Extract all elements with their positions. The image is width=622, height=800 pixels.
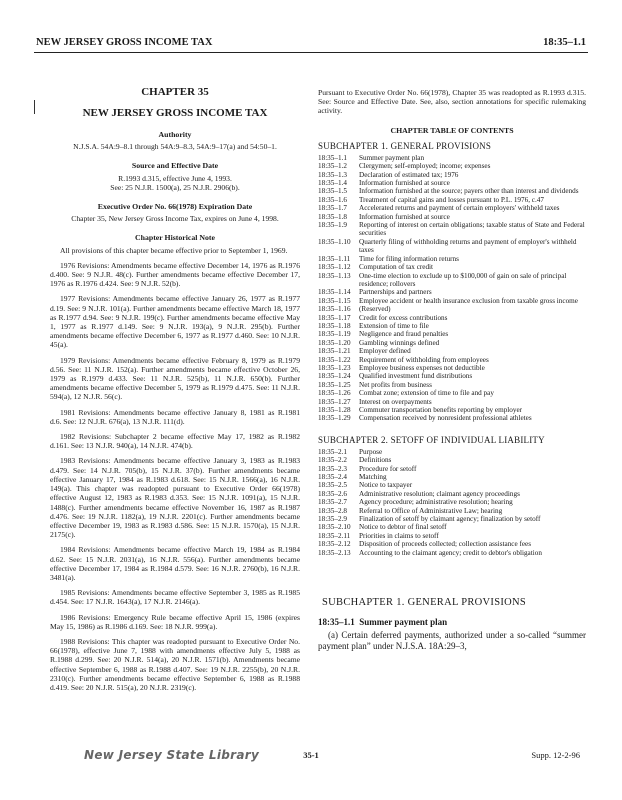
toc-section-title: Notice to taxpayer bbox=[359, 481, 413, 490]
toc-section-title: Agency procedure; administrative resolution; hearing bbox=[359, 498, 513, 507]
margin-mark bbox=[34, 100, 35, 114]
toc-section-number: 18:35–1.22 bbox=[318, 355, 351, 364]
toc-entry bbox=[318, 171, 586, 179]
library-stamp: New Jersey State Library bbox=[84, 748, 260, 762]
section-heading bbox=[318, 617, 586, 628]
toc-section-number: 18:35–1.3 bbox=[318, 170, 347, 179]
toc-entry bbox=[318, 414, 586, 422]
toc-section-title: Administrative resolution; claimant agency proceedings bbox=[359, 489, 520, 498]
historical-note-heading: Chapter Historical Note bbox=[135, 233, 215, 243]
header-section-number: 18:35–1.1 bbox=[543, 37, 586, 48]
toc-section-title: One-time election to exclude up to $100,000 of gain on sale of principal residence; rollovers bbox=[359, 271, 567, 288]
toc-section-title: Information furnished at source bbox=[359, 212, 450, 221]
toc-section-title: Reporting of interest on certain obligations; taxable status of State and Federal securities bbox=[359, 221, 585, 238]
historical-note-paragraph: 1981 Revisions: Amendments became effective January 8, 1981 as R.1981 d.6. See: 12 N.J.R. 676(a), 13 N.J.R. 111(d). bbox=[50, 407, 300, 426]
historical-note-paragraph: 1986 Revisions: Emergency Rule became effective April 15, 1986 (expires May 15, 1986) as R.1986 d.169. See: 18 N.J.R. 999(a). bbox=[50, 612, 300, 631]
toc-section-number: 18:35–1.25 bbox=[318, 380, 351, 389]
toc-section-title: Employee accident or health insurance exclusion from taxable gross income bbox=[359, 296, 578, 305]
toc-section-title: Disposition of proceeds collected; collection assistance fees bbox=[359, 540, 532, 549]
toc-section-number: 18:35–2.8 bbox=[318, 506, 347, 515]
historical-note-paragraph: 1985 Revisions: Amendments became effective September 3, 1985 as R.1985 d.454. See: 17 N.J.R. 1643(a), 17 N.J.R. 2146(a). bbox=[50, 588, 300, 607]
toc-section-number: 18:35–1.1 bbox=[318, 153, 347, 162]
toc-section-number: 18:35–1.28 bbox=[318, 406, 351, 414]
toc-section-title: Partnerships and partners bbox=[359, 288, 432, 297]
toc-section-title: Purpose bbox=[359, 447, 383, 456]
toc-subchapter-2: SUBCHAPTER 2. SETOFF OF INDIVIDUAL LIABILITY bbox=[318, 434, 545, 445]
toc-section-title: Time for filing information returns bbox=[359, 254, 459, 263]
toc-section-title: Computation of tax credit bbox=[359, 263, 434, 272]
toc-subchapter-2-list bbox=[318, 448, 586, 557]
toc-section-title: Compensation received by nonresident professional athletes bbox=[359, 414, 532, 423]
toc-entry bbox=[318, 154, 586, 162]
supplement-date: Supp. 12-2-96 bbox=[531, 750, 580, 760]
toc-entry bbox=[318, 507, 586, 515]
toc-section-title: Credit for excess contributions bbox=[359, 313, 448, 322]
toc-section-number: 18:35–1.17 bbox=[318, 313, 351, 322]
toc-section-number: 18:35–2.13 bbox=[318, 548, 351, 557]
historical-note-paragraph: 1984 Revisions: Amendments became effective March 19, 1984 as R.1984 d.62. See: 15 N.J.R. 2031(a), 16 N.J.R. 556(a). Further amendments became effective December 17, 1984 as R.1984 d.579. See: 16 N.J.R. 2760(b), 16 N.J.R. 3481(a). bbox=[50, 545, 300, 582]
toc-section-title: Interest on overpayments bbox=[359, 397, 432, 406]
toc-entry bbox=[318, 314, 586, 322]
section-number: 18:35–1.1 bbox=[318, 617, 355, 628]
source-line-2: See: 25 N.J.R. 1500(a), 25 N.J.R. 2906(b). bbox=[110, 182, 240, 192]
toc-section-title: Summer payment plan bbox=[359, 153, 425, 162]
page-number: 35-1 bbox=[303, 750, 319, 760]
subchapter-1-heading: SUBCHAPTER 1. GENERAL PROVISIONS bbox=[322, 597, 527, 609]
toc-section-title: Combat zone; extension of time to file and pay bbox=[359, 389, 494, 398]
toc-section-title: Declaration of estimated tax; 1976 bbox=[359, 170, 459, 179]
toc-section-number: 18:35–1.15 bbox=[318, 296, 351, 305]
toc-section-number: 18:35–2.5 bbox=[318, 481, 347, 490]
historical-note-paragraph: 1977 Revisions: Amendments became effective January 26, 1977 as R.1977 d.19. See: 9 N.J.R. 101(a). Further amendments became effective March 18, 1977 as R.1977 d.94. See: 9 N.J.R. 199(c). Further amendments became effective May 1, 1977 as R.1977 d.149. See: 9 N.J.R. 193(a), 9 N.J.R. 295(b). Further amendments became effective December 6, 1977 as R.1977 d.460. See: 10 N.J.R. 45(a). bbox=[50, 294, 300, 350]
historical-note-paragraph: 1983 Revisions: Amendments became effective January 3, 1983 as R.1983 d.479. See: 14 N.J.R. 705(b), 15 N.J.R. 37(b). Further amendments became effective January 17, 1984 as R.1983 d.618. See: 15 N.J.R. 1566(a), 16 N.J.R. 149(a). This chapter was readopted pursuant to Executive Order 66(1978) effective August 12, 1983 as R.1983 d.353. See: 15 N.J.R. 1091(a), 15 N.J.R. 1488(c). Further amendments became effective November 16, 1987 as R.1987 d.476. See: 19 N.J.R. 1182(a), 19 N.J.R. 2201(c). Further amendments became effective December 19, 1983 as R.1983 d.586. See: 15 N.J.R. 1570(a), 15 N.J.R. 2175(c). bbox=[50, 456, 300, 540]
toc-entry bbox=[318, 255, 586, 263]
toc-section-number: 18:35–2.7 bbox=[318, 498, 347, 507]
toc-section-title: Accounting to the claimant agency; credit to debtor's obligation bbox=[359, 548, 542, 557]
toc-section-number: 18:35–2.10 bbox=[318, 523, 351, 532]
toc-section-number: 18:35–1.12 bbox=[318, 263, 351, 272]
toc-entry bbox=[318, 389, 586, 397]
toc-entry bbox=[318, 490, 586, 498]
toc-section-number: 18:35–1.20 bbox=[318, 338, 351, 347]
historical-note-paragraph: All provisions of this chapter became effective prior to September 1, 1969. bbox=[60, 245, 288, 255]
exec-order-text: Chapter 35, New Jersey Gross Income Tax, expires on June 4, 1998. bbox=[71, 214, 279, 224]
toc-section-number: 18:35–1.7 bbox=[318, 204, 347, 213]
toc-entry bbox=[318, 372, 586, 380]
toc-section-number: 18:35–1.6 bbox=[318, 195, 347, 204]
toc-section-number: 18:35–1.10 bbox=[318, 237, 351, 246]
toc-section-number: 18:35–2.4 bbox=[318, 473, 347, 482]
left-column bbox=[50, 86, 300, 698]
toc-section-number: 18:35–1.16 bbox=[318, 305, 351, 314]
toc-entry bbox=[318, 540, 586, 548]
authority-text: N.J.S.A. 54A:9–8.1 through 54A:9–8.3, 54A:9–17(a) and 54:50–1. bbox=[73, 142, 277, 152]
toc-section-title: Referral to Office of Administrative Law; hearing bbox=[359, 506, 503, 515]
toc-section-title: Procedure for setoff bbox=[359, 464, 417, 473]
toc-section-number: 18:35–1.5 bbox=[318, 187, 347, 196]
chapter-number: CHAPTER 35 bbox=[141, 86, 209, 98]
toc-entry bbox=[318, 549, 586, 557]
toc-section-number: 18:35–1.29 bbox=[318, 414, 351, 423]
toc-entry bbox=[318, 406, 586, 414]
header-title: NEW JERSEY GROSS INCOME TAX bbox=[36, 37, 213, 48]
toc-entry bbox=[318, 473, 586, 481]
toc-entry bbox=[318, 347, 586, 355]
toc-entry bbox=[318, 196, 586, 204]
exec-order-heading: Executive Order No. 66(1978) Expiration Date bbox=[97, 202, 253, 212]
toc-section-title: Employee business expenses not deductible bbox=[359, 363, 485, 372]
toc-section-title: Quarterly filing of withholding returns and payment of employer's withheld taxes bbox=[359, 237, 577, 255]
toc-section-number: 18:35–2.9 bbox=[318, 515, 347, 524]
page-footer bbox=[34, 748, 588, 768]
toc-entry bbox=[318, 162, 586, 170]
toc-entry bbox=[318, 356, 586, 364]
toc-entry bbox=[318, 339, 586, 347]
toc-section-title: Information furnished at source bbox=[359, 179, 450, 188]
toc-section-number: 18:35–2.3 bbox=[318, 464, 347, 473]
toc-section-title: Priorities in claims to setoff bbox=[359, 531, 439, 540]
toc-entry bbox=[318, 481, 586, 489]
toc-section-title: Information furnished at the source; payers other than interest and dividends bbox=[359, 187, 579, 196]
historical-note-paragraph: 1976 Revisions: Amendments became effective December 14, 1976 as R.1976 d.400. See: 9 N.J.R. 48(c). Further amendments became effective December 17, 1976 as R.1976 d.424. See: 9 N.J.R. 52(b). bbox=[50, 260, 300, 289]
toc-section-title: Commuter transportation benefits reporting by employer bbox=[359, 406, 523, 414]
toc-section-title: Gambling winnings defined bbox=[359, 338, 440, 347]
toc-section-number: 18:35–2.6 bbox=[318, 489, 347, 498]
toc-section-number: 18:35–1.26 bbox=[318, 389, 351, 398]
historical-note-paragraph: 1982 Revisions: Subchapter 2 became effective May 17, 1982 as R.1982 d.161. See: 13 N.J.R. 940(a), 14 N.J.R. 474(b). bbox=[50, 432, 300, 451]
toc-entry bbox=[318, 364, 586, 372]
toc-section-number: 18:35–1.24 bbox=[318, 372, 351, 381]
toc-entry bbox=[318, 213, 586, 221]
toc-heading: CHAPTER TABLE OF CONTENTS bbox=[390, 125, 514, 135]
toc-section-title: Finalization of setoff by claimant agency; finalization by setoff bbox=[359, 515, 541, 524]
toc-entry bbox=[318, 288, 586, 296]
toc-section-title: Accelerated returns and payment of certain employers' withheld taxes bbox=[359, 204, 560, 213]
readoption-note: Pursuant to Executive Order No. 66(1978), Chapter 35 was readopted as R.1993 d.315. See: Source and Effective Date. See, also, section annotations for specific rulemaking activity. bbox=[318, 88, 586, 116]
toc-entry bbox=[318, 272, 586, 289]
toc-entry bbox=[318, 187, 586, 195]
toc-section-title: Definitions bbox=[359, 456, 392, 465]
toc-section-number: 18:35–1.2 bbox=[318, 162, 347, 171]
toc-section-number: 18:35–1.19 bbox=[318, 330, 351, 339]
toc-section-title: Negligence and fraud penalties bbox=[359, 330, 449, 339]
section-title: Summer payment plan bbox=[359, 617, 448, 628]
toc-section-title: Net profits from business bbox=[359, 380, 432, 389]
toc-section-number: 18:35–2.2 bbox=[318, 456, 347, 465]
toc-entry bbox=[318, 532, 586, 540]
toc-section-number: 18:35–1.23 bbox=[318, 363, 351, 372]
toc-subchapter-1-list bbox=[318, 154, 586, 423]
toc-section-title: Clergymen; self-employed; income; expenses bbox=[359, 162, 491, 171]
toc-section-number: 18:35–1.8 bbox=[318, 212, 347, 221]
toc-entry bbox=[318, 448, 586, 456]
toc-section-number: 18:35–1.11 bbox=[318, 254, 351, 263]
toc-entry bbox=[318, 330, 586, 338]
toc-section-title: Qualified investment fund distributions bbox=[359, 372, 473, 381]
section-body: (a) Certain deferred payments, authorized under a so-called “summer payment plan” under N.J.S.A. 18A:29–3, bbox=[318, 630, 586, 652]
toc-section-title: (Reserved) bbox=[359, 305, 391, 314]
toc-section-number: 18:35–1.9 bbox=[318, 221, 347, 230]
toc-section-number: 18:35–1.4 bbox=[318, 179, 347, 188]
toc-section-number: 18:35–2.1 bbox=[318, 447, 347, 456]
toc-section-number: 18:35–1.18 bbox=[318, 321, 351, 330]
toc-section-title: Notice to debtor of final setoff bbox=[359, 523, 447, 532]
toc-entry bbox=[318, 381, 586, 389]
toc-entry bbox=[318, 204, 586, 212]
source-heading: Source and Effective Date bbox=[131, 161, 219, 171]
toc-section-number: 18:35–2.11 bbox=[318, 531, 351, 540]
toc-entry bbox=[318, 179, 586, 187]
toc-entry bbox=[318, 398, 586, 406]
toc-section-number: 18:35–1.21 bbox=[318, 347, 351, 356]
toc-section-title: Employer defined bbox=[359, 347, 411, 356]
toc-entry bbox=[318, 523, 586, 531]
toc-entry bbox=[318, 322, 586, 330]
toc-section-number: 18:35–1.14 bbox=[318, 288, 351, 297]
toc-entry bbox=[318, 297, 586, 305]
toc-entry bbox=[318, 456, 586, 464]
toc-entry bbox=[318, 305, 586, 313]
toc-section-title: Matching bbox=[359, 473, 387, 482]
toc-entry bbox=[318, 221, 586, 238]
historical-note-body bbox=[50, 246, 300, 693]
chapter-title: NEW JERSEY GROSS INCOME TAX bbox=[82, 107, 268, 119]
toc-entry bbox=[318, 515, 586, 523]
source-line-1: R.1993 d.315, effective June 4, 1993. bbox=[118, 173, 232, 183]
authority-heading: Authority bbox=[158, 130, 192, 139]
right-column bbox=[318, 26, 586, 652]
toc-section-title: Treatment of capital gains and losses pursuant to P.L. 1976, c.47 bbox=[359, 195, 544, 204]
toc-entry bbox=[318, 238, 586, 255]
toc-section-title: Requirement of withholding from employees bbox=[359, 355, 489, 364]
toc-entry bbox=[318, 465, 586, 473]
toc-section-title: Extension of time to file bbox=[359, 321, 429, 330]
toc-section-number: 18:35–1.13 bbox=[318, 271, 351, 280]
toc-subchapter-1: SUBCHAPTER 1. GENERAL PROVISIONS bbox=[318, 140, 492, 151]
historical-note-paragraph: 1979 Revisions: Amendments became effective February 8, 1979 as R.1979 d.56. See: 11 N.J.R. 152(a). Further amendments became effective October 26, 1979 as R.1979 d.433. See: 11 N.J.R. 525(b), 11 N.J.R. 650(b). Further amendments became effective December 5, 1979 as R.1979 d.475. See: 11 N.J.R. 594(a), 12 N.J.R. 56(c). bbox=[50, 355, 300, 402]
toc-entry bbox=[318, 263, 586, 271]
toc-entry bbox=[318, 498, 586, 506]
toc-section-number: 18:35–1.27 bbox=[318, 397, 351, 406]
toc-section-number: 18:35–2.12 bbox=[318, 540, 351, 549]
historical-note-paragraph: 1988 Revisions: This chapter was readopted pursuant to Executive Order No. 66(1978), effective June 7, 1988 with amendments effective July 5, 1988 as R.1988 d.299. See: 20 N.J.R. 514(a), 20 N.J.R. 1571(b). Amendments became effective September 6, 1988 as R.1988 d.407. See: 19 N.J.R. 2255(b), 20 N.J.R. 2310(c). Further amendments became effective September 6, 1988 as R.1988 d.419. See: 20 N.J.R. 515(a), 20 N.J.R. 2319(c). bbox=[50, 636, 300, 692]
